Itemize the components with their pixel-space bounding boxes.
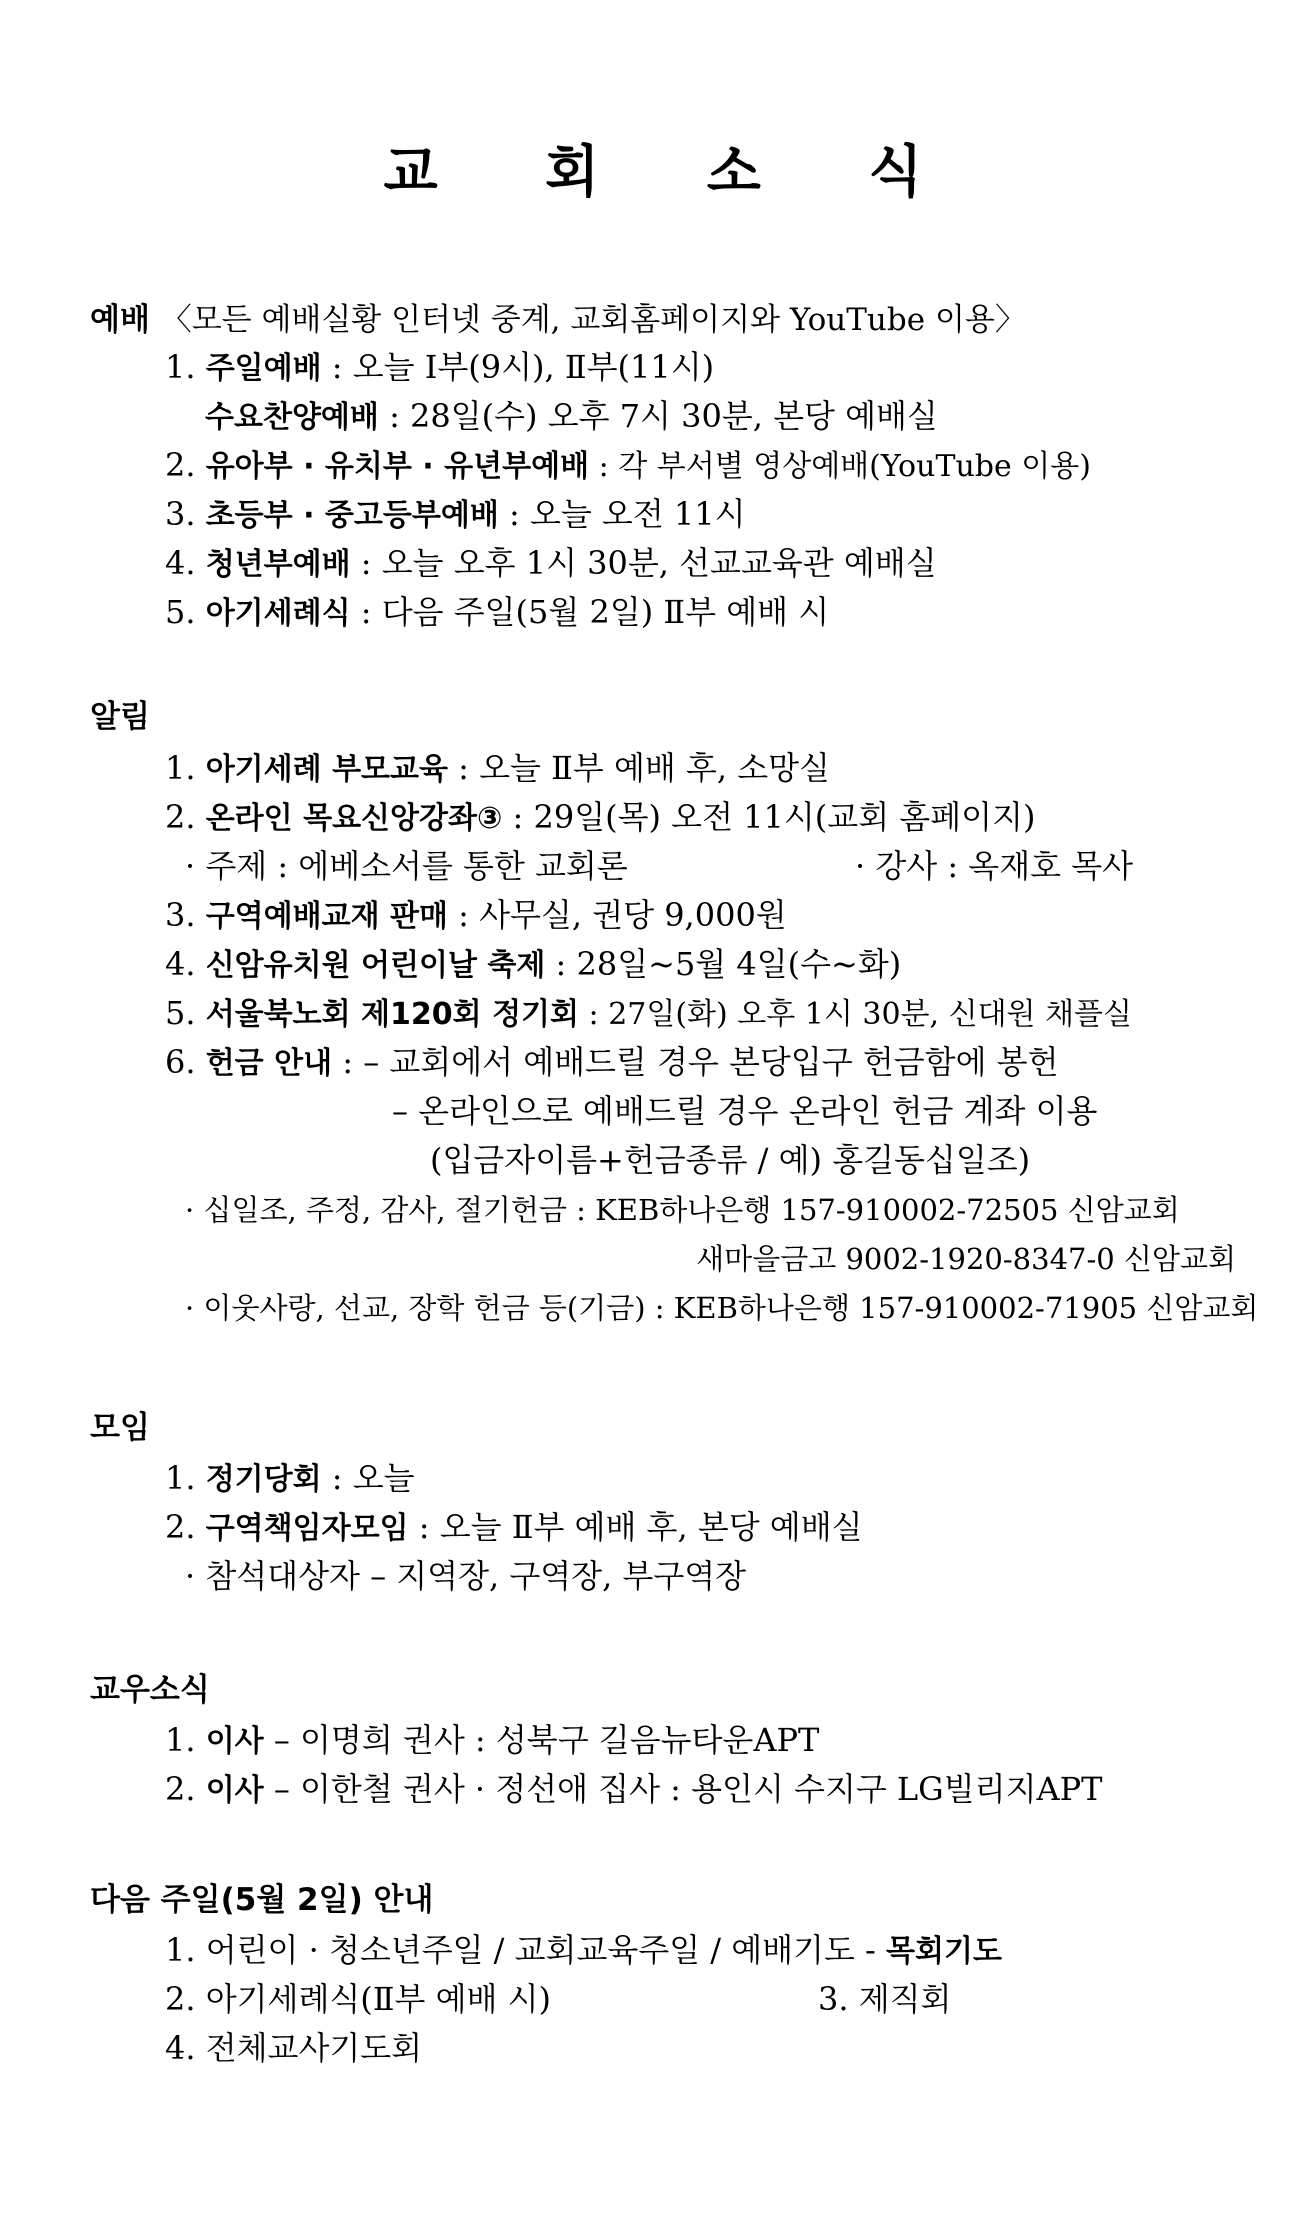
item-text: : 오늘 Ⅱ부 예배 후, 본당 예배실 (408, 1508, 863, 1546)
item-text: – 이명희 권사 : 성북구 길음뉴타운APT (263, 1721, 820, 1759)
item-label: 헌금 안내 (205, 1046, 333, 1081)
worship-header (90, 300, 1026, 340)
meeting-item-2 (165, 1507, 863, 1549)
item-label: 이사 (205, 1773, 264, 1808)
item-label: 초등부 · 중고등부예배 (205, 498, 499, 533)
item-text: : 27일(화) 오후 1시 30분, 신대원 채플실 (579, 997, 1133, 1032)
item-text: : 오늘 Ⅰ부(9시), Ⅱ부(11시) (321, 348, 715, 386)
item-number: 5. (165, 593, 196, 631)
item-label: 구역예배교재 판매 (205, 899, 448, 934)
member-item-1 (165, 1720, 819, 1762)
item-text: : 오늘 Ⅱ부 예배 후, 소망실 (448, 749, 830, 787)
item-text: : – 교회에서 예배드릴 경우 본당입구 헌금함에 봉헌 (332, 1043, 1059, 1081)
page-title: 교 회 소 식 (383, 140, 967, 205)
item-label: 수요찬양예배 (205, 400, 379, 435)
next-week-item-4: 4. 전체교사기도회 (165, 2029, 423, 2067)
notice-item-5 (165, 993, 1132, 1035)
item-label: 목회기도 (886, 1934, 1002, 1969)
notice-speaker: · 강사 : 옥재호 목사 (855, 847, 1134, 885)
worship-item-3 (165, 494, 746, 536)
item-label: 아기세례식 (205, 596, 351, 631)
next-week-item-3: 3. 제직회 (818, 1980, 952, 2018)
offering-account-3: · 이웃사랑, 선교, 장학 헌금 등(기금) : KEB하나은행 157-910002-71905 신암교회 (185, 1291, 1259, 1325)
item-label: 청년부예배 (205, 547, 351, 582)
offering-account-1: · 십일조, 주정, 감사, 절기헌금 : KEB하나은행 157-910002-72505 신암교회 (185, 1193, 1180, 1227)
item-text: : 28일(수) 오후 7시 30분, 본당 예배실 (378, 397, 938, 435)
item-number: 2. (165, 446, 196, 484)
item-label: 신암유치원 어린이날 축제 (205, 948, 546, 983)
item-label: 이사 (205, 1724, 264, 1759)
item-text: : 오늘 오후 1시 30분, 선교교육관 예배실 (350, 544, 937, 582)
item-label: 구역책임자모임 (205, 1511, 409, 1546)
item-number: 1. (165, 348, 196, 386)
next-week-item-1 (165, 1930, 1002, 1972)
notice-item-2 (165, 797, 1035, 839)
item-text: : 사무실, 권당 9,000원 (448, 896, 787, 934)
item-number: 1. (165, 1459, 196, 1497)
members-header: 교우소식 (90, 1672, 210, 1708)
item-text: : 오늘 오전 11시 (498, 495, 746, 533)
item-label: 정기당회 (205, 1462, 322, 1497)
worship-header-label: 예배 (90, 302, 150, 338)
item-number: 4. (165, 945, 196, 983)
item-number: 2. (165, 1508, 196, 1546)
meeting-item-1 (165, 1458, 415, 1500)
item-text: 1. 어린이 · 청소년주일 / 교회교육주일 / 예배기도 - (165, 1931, 887, 1969)
notice-item-6 (165, 1042, 1058, 1084)
item-text: : 28일~5월 4일(수~화) (545, 945, 902, 983)
item-number: 6. (165, 1043, 196, 1081)
item-number: 5. (165, 994, 196, 1032)
notice-item-1 (165, 748, 830, 790)
worship-item-1 (165, 347, 714, 389)
offering-deposit-format: (입금자이름+헌금종류 / 예) 홍길동십일조) (430, 1141, 1031, 1179)
notice-item-4 (165, 944, 901, 986)
item-text: : 오늘 (321, 1459, 415, 1497)
item-number: 3. (165, 495, 196, 533)
item-label: 온라인 목요신앙강좌③ (205, 801, 503, 836)
item-label: 주일예배 (205, 351, 322, 386)
item-text: : 다음 주일(5월 2일) Ⅱ부 예배 시 (350, 593, 830, 631)
item-number: 3. (165, 896, 196, 934)
worship-header-note: 〈모든 예배실황 인터넷 중계, 교회홈페이지와 YouTube 이용〉 (160, 302, 1026, 338)
next-week-header: 다음 주일(5월 2일) 안내 (90, 1882, 434, 1918)
meeting-attendees: · 참석대상자 – 지역장, 구역장, 부구역장 (185, 1557, 747, 1595)
next-week-item-2: 2. 아기세례식(Ⅱ부 예배 시) (165, 1980, 551, 2018)
item-number: 1. (165, 1721, 196, 1759)
worship-item-2 (165, 445, 1091, 487)
meetings-header: 모임 (90, 1410, 150, 1446)
item-label: 아기세례 부모교육 (205, 752, 448, 787)
notices-header: 알림 (90, 699, 150, 735)
offering-account-2: 새마을금고 9002-1920-8347-0 신암교회 (696, 1242, 1236, 1276)
item-number: 2. (165, 798, 196, 836)
item-number: 2. (165, 1770, 196, 1808)
member-item-2 (165, 1769, 1102, 1811)
worship-item-5 (165, 592, 829, 634)
item-label: 유아부 · 유치부 · 유년부예배 (205, 449, 590, 484)
item-text: – 이한철 권사 · 정선애 집사 : 용인시 수지구 LG빌리지APT (263, 1770, 1103, 1808)
item-number: 1. (165, 749, 196, 787)
item-text: : 각 부서별 영상예배(YouTube 이용) (589, 449, 1091, 484)
worship-item-4 (165, 543, 937, 585)
item-label: 서울북노회 제120회 정기회 (205, 997, 580, 1032)
notice-item-3 (165, 895, 787, 937)
item-number: 4. (165, 544, 196, 582)
worship-item-wednesday (205, 396, 938, 438)
item-text: : 29일(목) 오전 11시(교회 홈페이지) (502, 798, 1036, 836)
offering-online: – 온라인으로 예배드릴 경우 온라인 헌금 계좌 이용 (392, 1092, 1098, 1130)
notice-topic: · 주제 : 에베소서를 통한 교회론 (185, 847, 628, 885)
